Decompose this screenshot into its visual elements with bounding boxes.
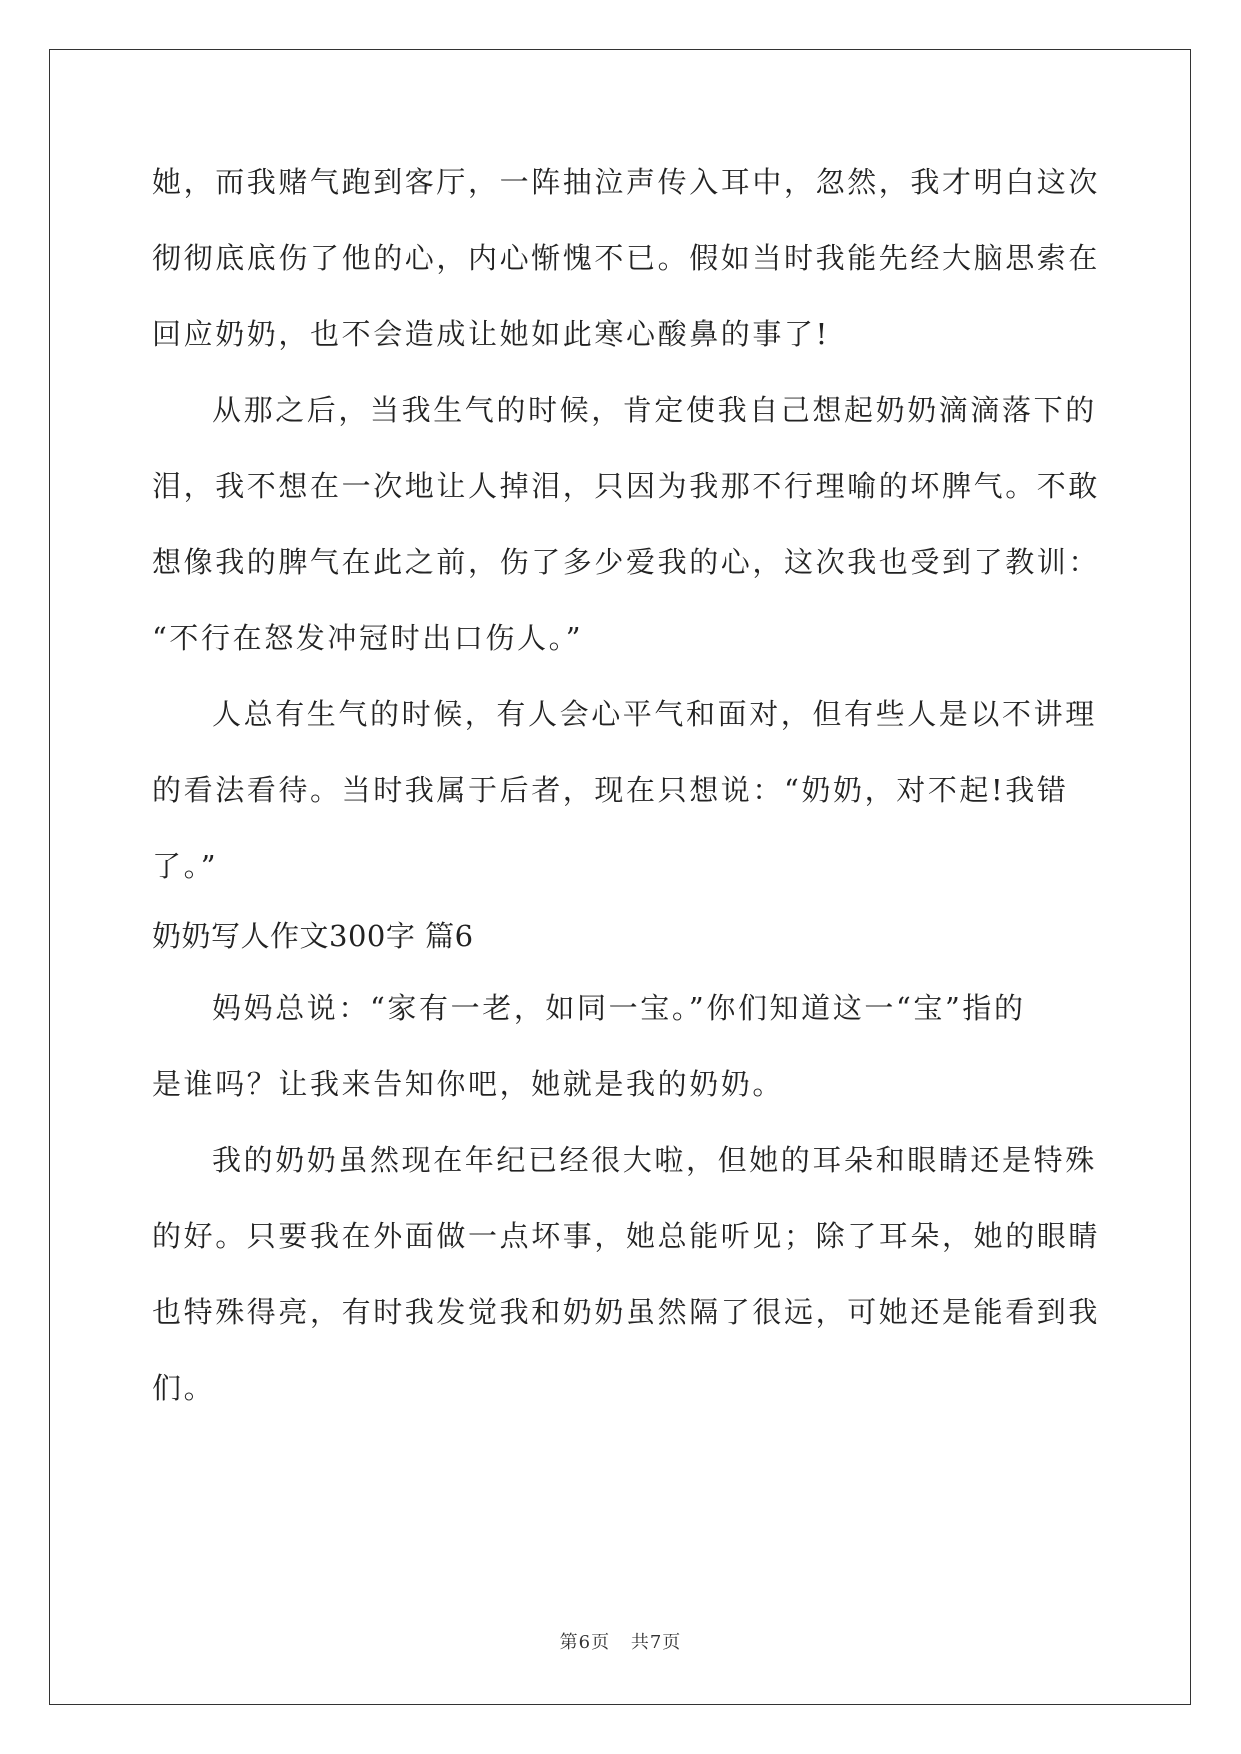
text-line: 也特殊得亮，有时我发觉我和奶奶虽然隔了很远，可她还是能看到我 bbox=[152, 1295, 1101, 1329]
text-line: 她，而我赌气跑到客厅，一阵抽泣声传入耳中，忽然，我才明白这次 bbox=[152, 165, 1101, 199]
text-line: “不行在怒发冲冠时出口伤人。” bbox=[152, 621, 584, 655]
text-line: 回应奶奶，也不会造成让她如此寒心酸鼻的事了! bbox=[152, 317, 830, 351]
paragraph-start-line: 从那之后，当我生气的时候，肯定使我自己想起奶奶滴滴落下的 bbox=[212, 393, 1097, 427]
section-heading: 奶奶写人作文300字 篇6 bbox=[152, 919, 474, 953]
text-line: 彻彻底底伤了他的心，内心惭愧不已。假如当时我能先经大脑思索在 bbox=[152, 241, 1101, 275]
text-line: 想像我的脾气在此之前，伤了多少爱我的心，这次我也受到了教训： bbox=[152, 545, 1101, 579]
text-line: 的看法看待。当时我属于后者，现在只想说：“奶奶，对不起!我错 bbox=[152, 773, 1069, 807]
paragraph-start-line: 人总有生气的时候，有人会心平气和面对，但有些人是以不讲理 bbox=[212, 697, 1097, 731]
page-total: 共7页 bbox=[630, 1632, 682, 1653]
page-footer bbox=[0, 1628, 1241, 1654]
text-line: 的好。只要我在外面做一点坏事，她总能听见；除了耳朵，她的眼睛 bbox=[152, 1219, 1101, 1253]
text-line: 是谁吗？让我来告知你吧，她就是我的奶奶。 bbox=[152, 1067, 785, 1101]
text-line: 了。” bbox=[152, 849, 219, 883]
paragraph-start-line: 妈妈总说：“家有一老，如同一宝。”你们知道这一“宝”指的 bbox=[212, 991, 1026, 1025]
page-number: 第6页 bbox=[559, 1632, 611, 1653]
text-line: 泪，我不想在一次地让人掉泪，只因为我那不行理喻的坏脾气。不敢 bbox=[152, 469, 1101, 503]
page-border bbox=[49, 49, 1191, 1705]
text-line: 们。 bbox=[152, 1371, 216, 1405]
paragraph-start-line: 我的奶奶虽然现在年纪已经很大啦，但她的耳朵和眼睛还是特殊 bbox=[212, 1143, 1097, 1177]
